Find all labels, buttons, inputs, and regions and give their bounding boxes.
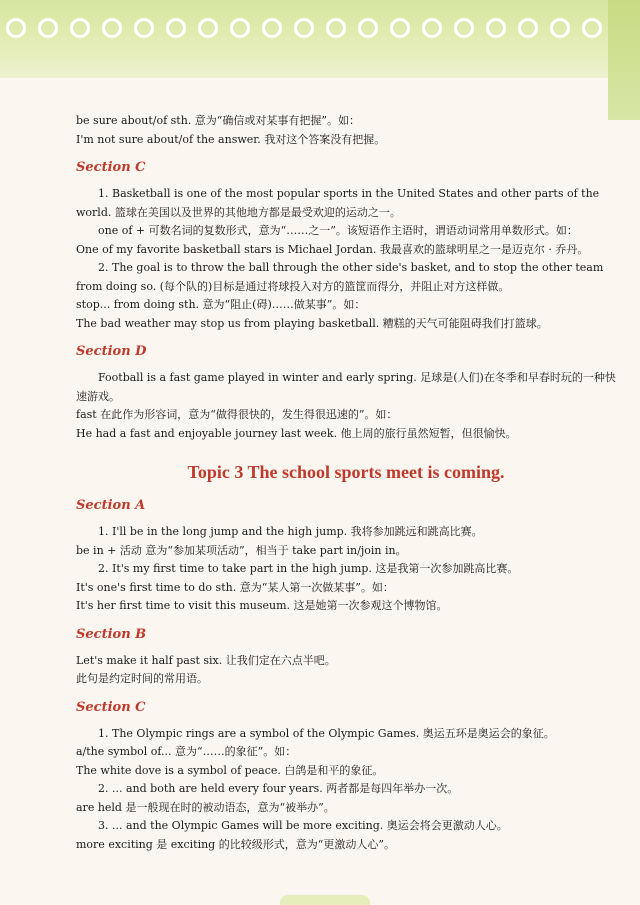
text-line: One of my favorite basketball stars is Michael Jordan. 我最喜欢的篮球明星之一是迈克尔 · 乔丹。 <box>76 242 589 256</box>
text-line: I'm not sure about/of the answer. 我对这个答案没有把握。 <box>76 132 386 146</box>
text-line: are held 是一般现在时的被动语态，意为“被举办”。 <box>76 800 335 814</box>
text-line: 1. I'll be in the long jump and the high jump. 我将参加跳远和跳高比赛。 <box>98 525 483 538</box>
corner-decoration <box>608 0 640 120</box>
section-heading: Section C <box>76 160 146 175</box>
text-line: stop... from doing sth. 意为“阻止(碍)……做某事”。如： <box>76 298 366 311</box>
section-heading: Section B <box>76 626 147 642</box>
top-decorative-band <box>0 0 640 78</box>
section-heading: Section A <box>76 498 146 513</box>
text-line: The bad weather may stop us from playing basketball. 糟糕的天气可能阻碍我们打篮球。 <box>76 316 548 330</box>
text-line: Football is a fast game played in winter and early spring. 足球是(人们)在冬季和早春时玩的一种快速游戏。 <box>76 371 616 403</box>
text-line: a/the symbol of... 意为“……的象征”。如： <box>76 745 297 758</box>
text-line: 2. ... and both are held every four years. 两者都是每四年举办一次。 <box>98 782 459 795</box>
text-line: 1. Basketball is one of the most popular sports in the United States and other parts of the world. 篮球在美国以及世界的其他地方都是最受欢迎的运动之一。 <box>76 187 600 219</box>
section-heading: Section C <box>76 699 146 715</box>
text-line: more exciting 是 exciting 的比较级形式，意为“更激动人心”。 <box>76 837 395 851</box>
text-line: He had a fast and enjoyable journey last week. 他上周的旅行虽然短暂，但很愉快。 <box>76 426 517 440</box>
text-line: 2. The goal is to throw the ball through the other side's basket, and to stop the other team from doing so. (每个队的)目标是通过将球投入对方的篮筐而得分，并阻止对方这样做。 <box>76 261 604 293</box>
text-line: be in + 活动 意为“参加某项活动”，相当于 take part in/join in。 <box>76 543 407 557</box>
text-line: fast 在此作为形容词，意为“做得很快的，发生得很迅速的”。如： <box>76 408 398 421</box>
topic-title: Topic 3 The school sports meet is coming. <box>187 462 505 482</box>
sections-part-1 <box>76 157 616 443</box>
page-content <box>76 112 616 854</box>
section-heading: Section D <box>76 344 147 359</box>
text-line: 3. ... and the Olympic Games will be more exciting. 奥运会将会更激动人心。 <box>98 819 508 832</box>
text-line: be sure about/of sth. 意为“确信或对某事有把握”。如： <box>76 114 361 127</box>
text-line: The white dove is a symbol of peace. 白鸽是和平的象征。 <box>76 763 384 777</box>
text-line: It's one's first time to do sth. 意为“某人第一次做某事”。如： <box>76 580 394 594</box>
decorative-circles <box>0 18 640 50</box>
text-line: 此句是约定时间的常用语。 <box>76 672 208 685</box>
text-line: 2. It's my first time to take part in the high jump. 这是我第一次参加跳高比赛。 <box>98 562 519 575</box>
text-line: one of + 可数名词的复数形式，意为“……之一”。该短语作主语时，谓语动词常用单数形式。如： <box>98 224 578 237</box>
text-line: 1. The Olympic rings are a symbol of the Olympic Games. 奥运五环是奥运会的象征。 <box>98 726 555 740</box>
sections-part-2 <box>76 495 616 854</box>
text-line: Let's make it half past six. 让我们定在六点半吧。 <box>76 653 336 667</box>
bottom-decoration <box>280 895 370 905</box>
text-line: It's her first time to visit this museum. 这是她第一次参观这个博物馆。 <box>76 599 448 612</box>
